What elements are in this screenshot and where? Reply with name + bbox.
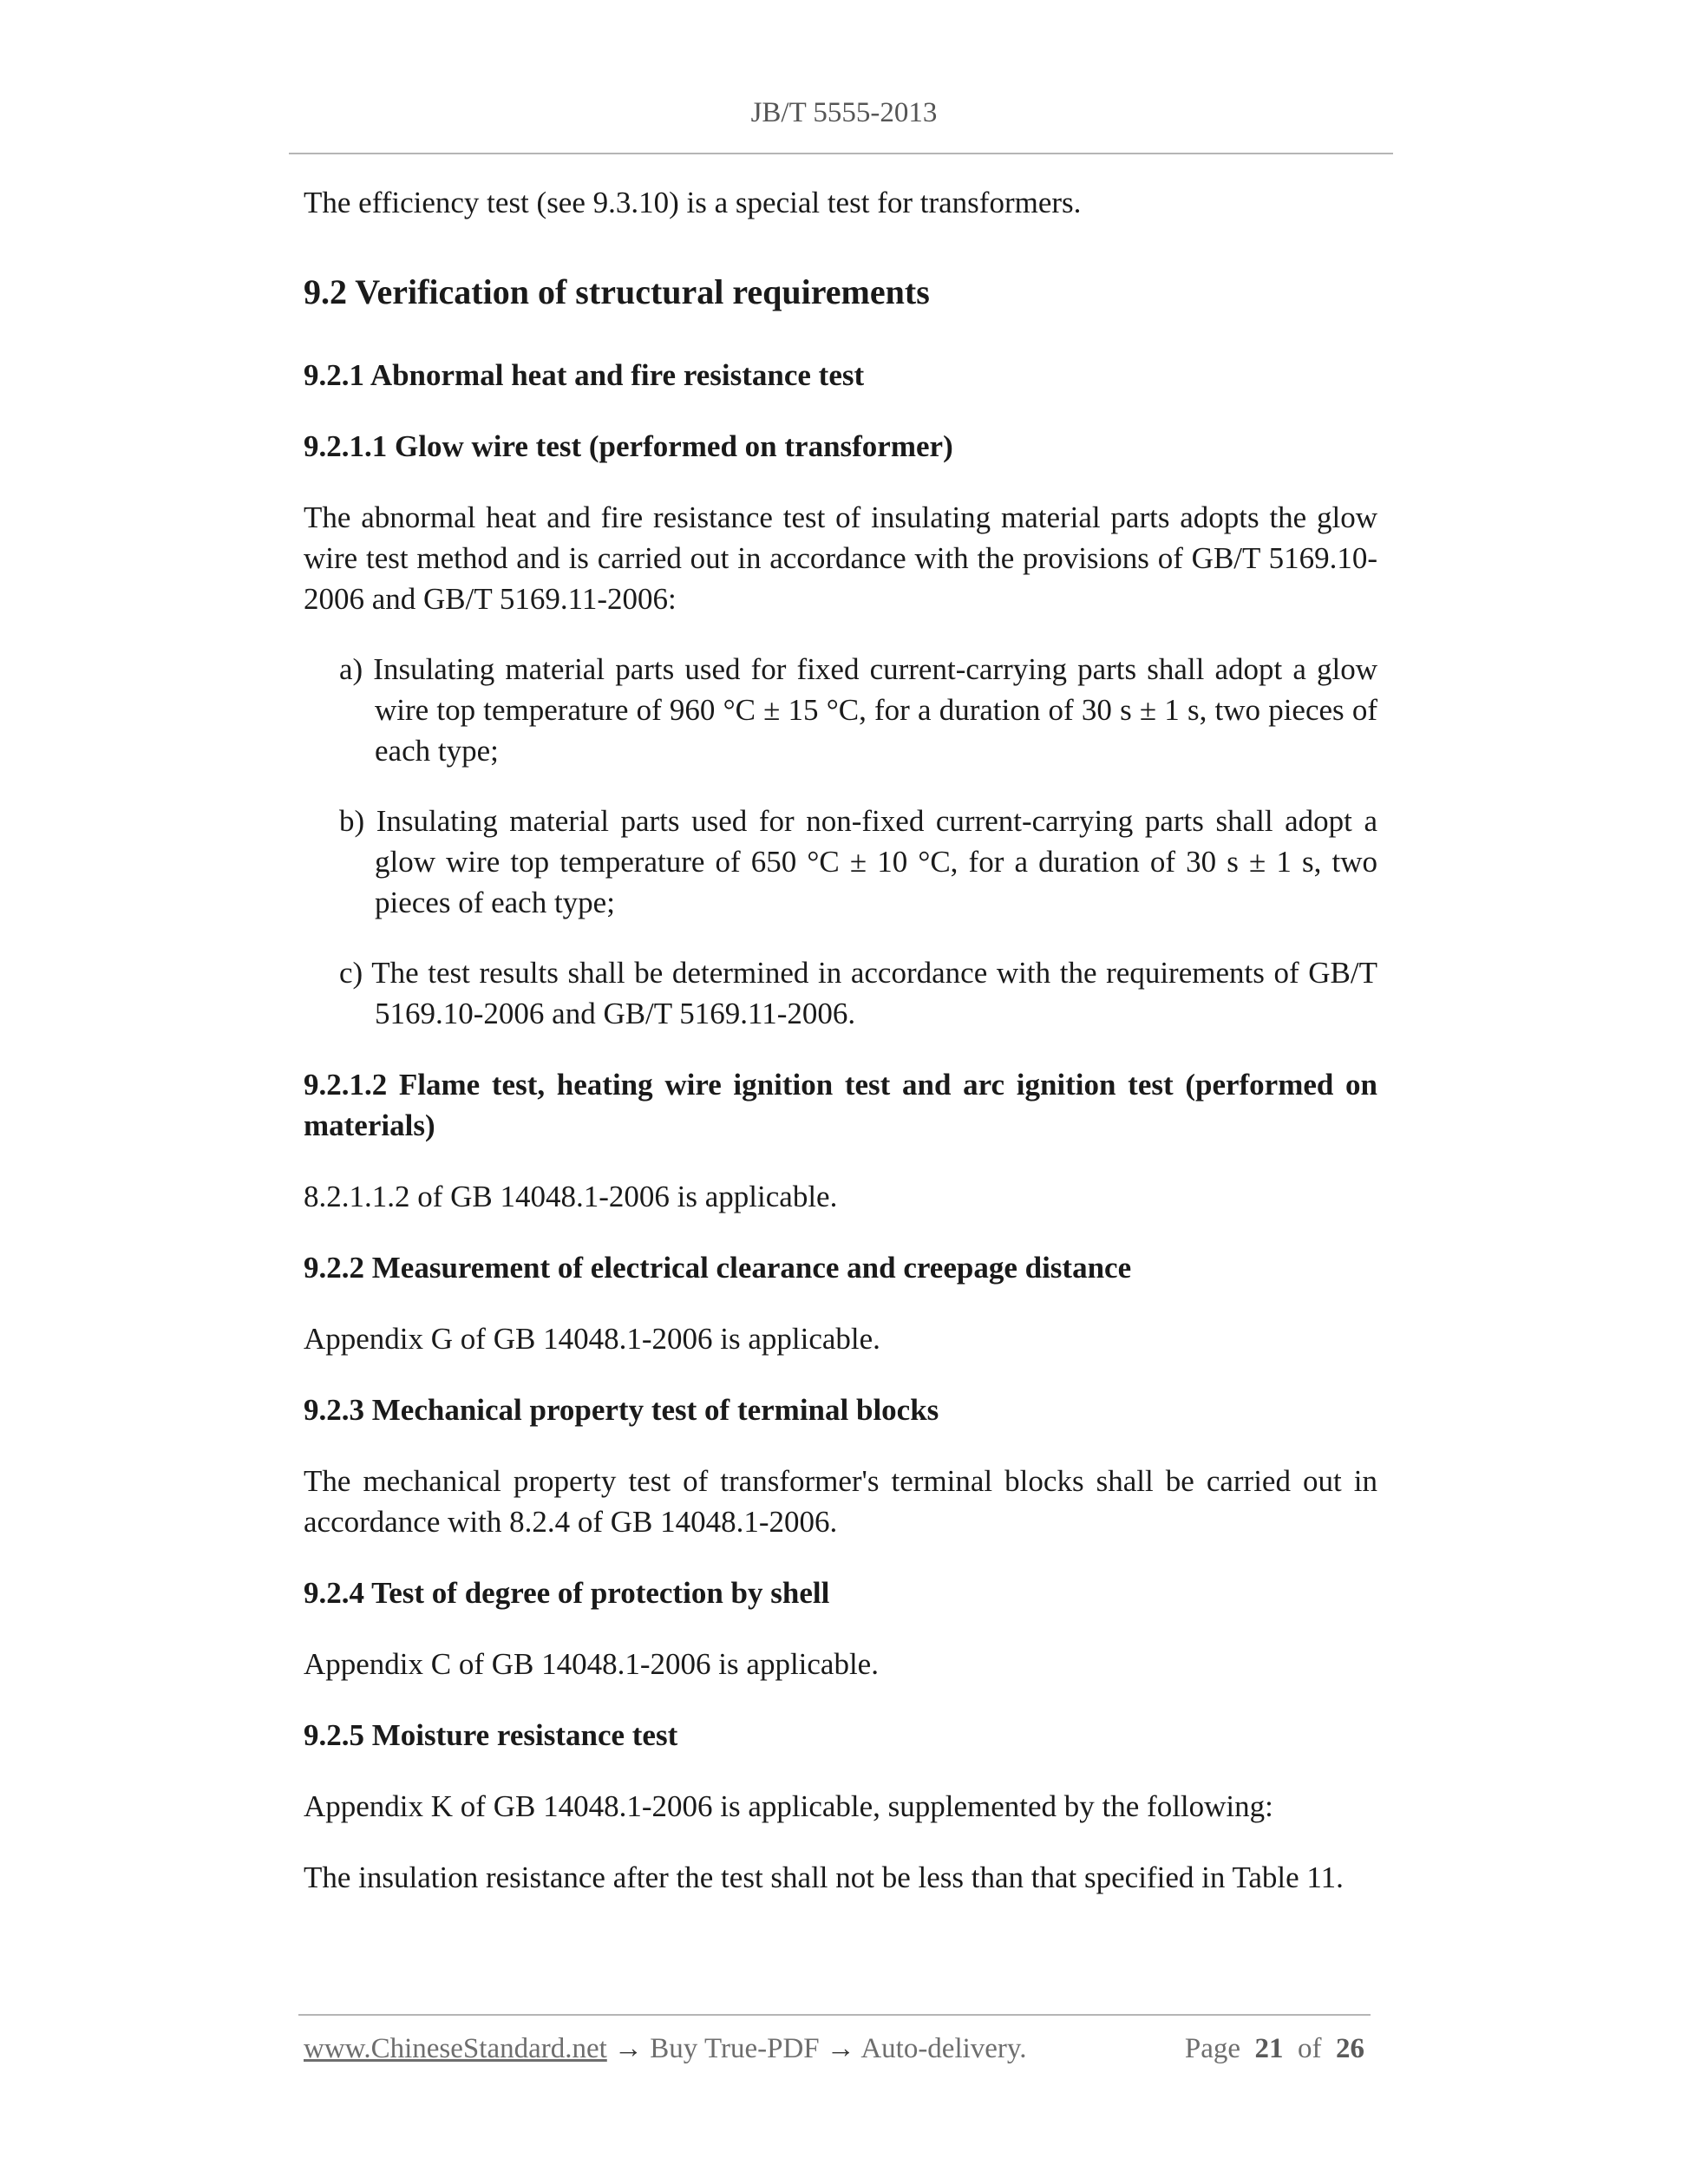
intro-paragraph: The efficiency test (see 9.3.10) is a special test for transformers.: [304, 186, 1082, 219]
site-link[interactable]: www.ChineseStandard.net: [304, 2033, 607, 2064]
list-item-c: c) The test results shall be determined in accordance with the requirements of GB/T 5169.10-2006 and GB/T 5169.11-2006.: [339, 956, 1377, 1030]
section-9-2-5-paragraph-2: The insulation resistance after the test shall not be less than that specified in Table 11.: [304, 1860, 1344, 1894]
page-label: Page: [1184, 2033, 1240, 2064]
buy-pdf-text: Buy True-PDF: [650, 2033, 820, 2064]
section-9-2-1-1-paragraph: The abnormal heat and fire resistance test of insulating material parts adopts the glow wire test method and is carried out in accordance with the provisions of GB/T 5169.10-2006 and GB/T 5169.11-2006:: [304, 500, 1377, 616]
footer-promo: [304, 2030, 1027, 2068]
section-9-2-2-paragraph: Appendix G of GB 14048.1-2006 is applicable.: [304, 1322, 880, 1356]
arrow-right-icon: →: [826, 2033, 855, 2064]
header-divider: [289, 153, 1393, 154]
list-item-a: a) Insulating material parts used for fixed current-carrying parts shall adopt a glow wire top temperature of 960 °C ± 15 °C, for a duration of 30 s ± 1 s, two pieces of each type;: [339, 652, 1377, 768]
of-label: of: [1298, 2033, 1322, 2064]
total-pages: 26: [1336, 2033, 1364, 2064]
document-header-id: JB/T 5555-2013: [750, 97, 938, 128]
section-9-2-1-1-heading: 9.2.1.1 Glow wire test (performed on transformer): [304, 429, 953, 463]
section-9-2-4-paragraph: Appendix C of GB 14048.1-2006 is applicable.: [304, 1647, 879, 1681]
arrow-right-icon: →: [614, 2033, 644, 2064]
section-9-2-2-heading: 9.2.2 Measurement of electrical clearance and creepage distance: [304, 1251, 1132, 1285]
page-content: [304, 182, 1377, 1898]
section-9-2-heading: 9.2 Verification of structural requirements: [304, 272, 930, 311]
auto-delivery-text: Auto-delivery.: [860, 2033, 1027, 2064]
page-number: 21: [1254, 2033, 1284, 2064]
section-9-2-3-paragraph: The mechanical property test of transformer's terminal blocks shall be carried out in accordance with 8.2.4 of GB 14048.1-2006.: [304, 1464, 1377, 1539]
section-9-2-4-heading: 9.2.4 Test of degree of protection by shell: [304, 1576, 830, 1610]
section-9-2-1-2-paragraph: 8.2.1.1.2 of GB 14048.1-2006 is applicable.: [304, 1180, 838, 1213]
section-9-2-3-heading: 9.2.3 Mechanical property test of terminal blocks: [304, 1393, 939, 1427]
footer-divider: [298, 2014, 1371, 2016]
section-9-2-5-paragraph-1: Appendix K of GB 14048.1-2006 is applicable, supplemented by the following:: [304, 1789, 1273, 1823]
section-9-2-5-heading: 9.2.5 Moisture resistance test: [304, 1718, 678, 1752]
list-item-b: b) Insulating material parts used for non-fixed current-carrying parts shall adopt a glow wire top temperature of 650 °C ± 10 °C, for a duration of 30 s ± 1 s, two pieces of each type;: [339, 804, 1377, 919]
section-9-2-1-heading: 9.2.1 Abnormal heat and fire resistance test: [304, 358, 865, 392]
page-indicator: [1185, 2030, 1364, 2068]
section-9-2-1-2-heading: 9.2.1.2 Flame test, heating wire ignition test and arc ignition test (performed on materials): [304, 1068, 1377, 1142]
